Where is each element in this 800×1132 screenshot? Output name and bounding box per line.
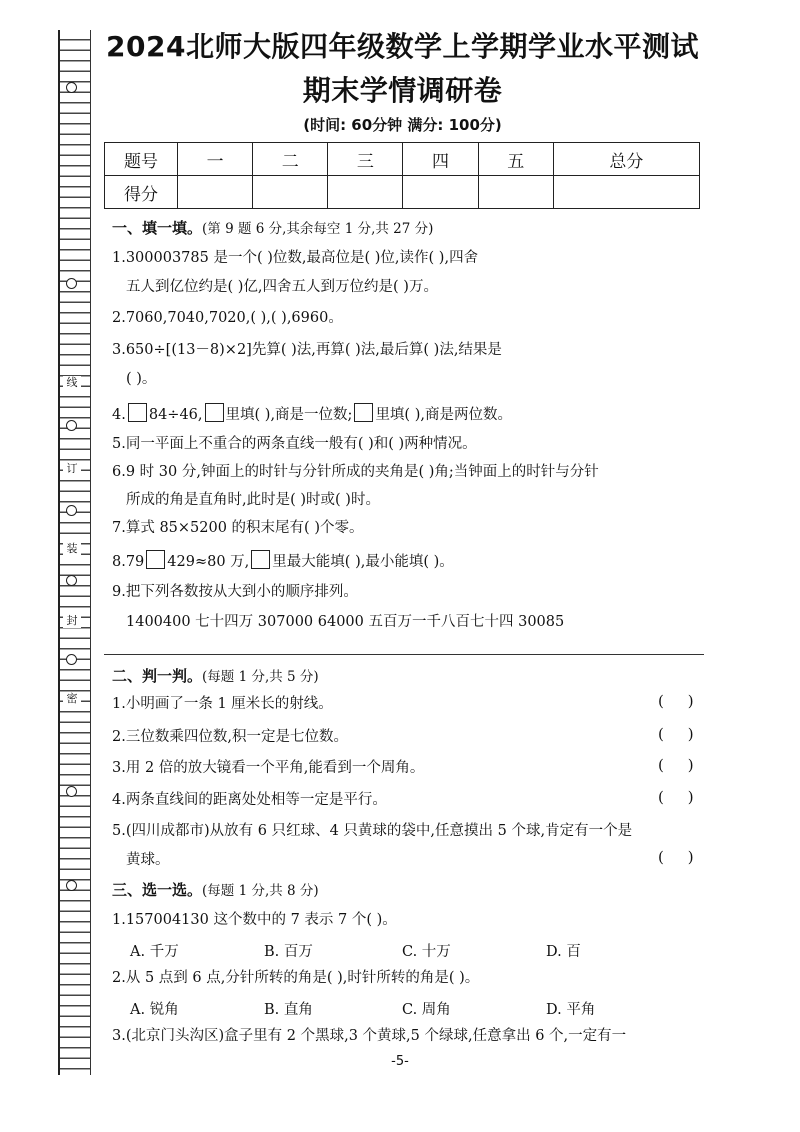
judge-item: 1.小明画了一条 1 厘米长的射线。 bbox=[112, 696, 333, 712]
binding-hole bbox=[66, 880, 77, 891]
question-1-line1: 1.300003785 是一个( )位数,最高位是( )位,读作( ),四舍 bbox=[112, 250, 479, 266]
section1-title: 一、填一填。 bbox=[112, 219, 203, 237]
score-input-cell[interactable] bbox=[553, 176, 699, 209]
judge-item: 3.用 2 倍的放大镜看一个平角,能看到一个周角。 bbox=[112, 760, 425, 776]
binding-label: 订 bbox=[63, 462, 81, 476]
binding-label: 装 bbox=[63, 542, 81, 556]
question-8-expression: 429≈80 万, bbox=[167, 554, 250, 570]
question-2: 2.7060,7040,7020,( ),( ),6960。 bbox=[112, 310, 343, 326]
question-4-number: 4. bbox=[112, 407, 126, 423]
choice-option[interactable]: D. 百 bbox=[546, 944, 581, 960]
choice-option[interactable]: C. 周角 bbox=[402, 1002, 451, 1018]
score-table-cell: 四 bbox=[403, 143, 478, 176]
score-table-cell: 五 bbox=[478, 143, 553, 176]
score-table-cell: 总分 bbox=[553, 143, 699, 176]
question-4-expression: 84÷46, bbox=[148, 407, 203, 423]
choice-question-2: 2.从 5 点到 6 点,分针所转的角是( ),时针所转的角是( )。 bbox=[112, 970, 480, 986]
question-6-line2: 所成的角是直角时,此时是( )时或( )时。 bbox=[126, 492, 380, 508]
score-input-cell[interactable] bbox=[253, 176, 328, 209]
score-input-cell[interactable] bbox=[403, 176, 478, 209]
question-8-text: 里最大能填( ),最小能填( )。 bbox=[272, 554, 454, 570]
choice-question-1: 1.157004130 这个数中的 7 表示 7 个( )。 bbox=[112, 912, 397, 928]
binding-hole bbox=[66, 278, 77, 289]
section1-heading bbox=[112, 218, 433, 239]
score-table-cell: 题号 bbox=[105, 143, 178, 176]
question-7: 7.算式 85×5200 的积末尾有( )个零。 bbox=[112, 520, 364, 536]
section2-heading bbox=[112, 666, 319, 687]
score-table-cell: 三 bbox=[328, 143, 403, 176]
choice-option[interactable]: B. 百万 bbox=[264, 944, 313, 960]
fill-box[interactable] bbox=[251, 550, 270, 569]
judge-item: 5.(四川成都市)从放有 6 只红球、4 只黄球的袋中,任意摸出 5 个球,肯定有一个是 bbox=[112, 823, 633, 839]
question-1-line2: 五人到亿位约是( )亿,四舍五人到万位约是( )万。 bbox=[126, 279, 438, 295]
question-6-line1: 6.9 时 30 分,钟面上的时针与分针所成的夹角是( )角;当钟面上的时针与分针 bbox=[112, 464, 599, 480]
score-input-cell[interactable] bbox=[178, 176, 253, 209]
question-9: 9.把下列各数按从大到小的顺序排列。 bbox=[112, 584, 358, 600]
fill-box[interactable] bbox=[146, 550, 165, 569]
answer-paren[interactable]: ( ) bbox=[658, 756, 694, 774]
binding-label: 密 bbox=[63, 692, 81, 706]
score-input-cell[interactable] bbox=[478, 176, 553, 209]
fill-box[interactable] bbox=[128, 403, 147, 422]
section1-note: (第 9 题 6 分,其余每空 1 分,共 27 分) bbox=[202, 221, 434, 237]
choice-question-3: 3.(北京门头沟区)盒子里有 2 个黑球,3 个黄球,5 个绿球,任意拿出 6 个,一定有一 bbox=[112, 1028, 627, 1044]
page-number: -5- bbox=[391, 1054, 409, 1069]
question-3-line1: 3.650÷[(13－8)×2]先算( )法,再算( )法,最后算( )法,结果是 bbox=[112, 342, 502, 358]
answer-paren[interactable]: ( ) bbox=[658, 788, 694, 806]
section3-heading bbox=[112, 880, 319, 901]
score-table-cell: 得分 bbox=[105, 176, 178, 209]
binding-hole bbox=[66, 82, 77, 93]
section-divider bbox=[104, 654, 704, 655]
score-table-cell: 二 bbox=[253, 143, 328, 176]
answer-paren[interactable]: ( ) bbox=[658, 725, 694, 743]
binding-hole bbox=[66, 505, 77, 516]
binding-hole bbox=[66, 575, 77, 586]
fill-box[interactable] bbox=[354, 403, 373, 422]
section3-title: 三、选一选。 bbox=[112, 881, 203, 899]
binding-label: 线 bbox=[63, 376, 81, 390]
binding-label: 封 bbox=[63, 614, 81, 628]
score-table bbox=[104, 142, 700, 209]
question-3-line2: ( )。 bbox=[126, 371, 157, 387]
choice-option[interactable]: D. 平角 bbox=[546, 1002, 596, 1018]
choice-option[interactable]: B. 直角 bbox=[264, 1002, 313, 1018]
fill-box[interactable] bbox=[205, 403, 224, 422]
judge-item: 2.三位数乘四位数,积一定是七位数。 bbox=[112, 729, 348, 745]
question-8 bbox=[112, 550, 454, 572]
question-9-numbers: 1400400 七十四万 307000 64000 五百万一千八百七十四 30085 bbox=[126, 614, 565, 630]
answer-paren[interactable]: ( ) bbox=[658, 692, 694, 710]
question-8-number: 8.79 bbox=[112, 554, 145, 570]
score-table-cell: 一 bbox=[178, 143, 253, 176]
choice-option[interactable]: A. 锐角 bbox=[130, 1002, 179, 1018]
judge-item: 4.两条直线间的距离处处相等一定是平行。 bbox=[112, 792, 387, 808]
choice-option[interactable]: A. 千万 bbox=[130, 944, 179, 960]
binding-hole bbox=[66, 786, 77, 797]
question-4 bbox=[112, 403, 512, 425]
answer-paren[interactable]: ( ) bbox=[658, 848, 694, 866]
exam-title-line2: 期末学情调研卷 bbox=[302, 74, 503, 107]
score-input-cell[interactable] bbox=[328, 176, 403, 209]
binding-hole bbox=[66, 420, 77, 431]
judge-item-5-line2: 黄球。 bbox=[126, 852, 170, 868]
score-table-score-row bbox=[105, 176, 700, 209]
exam-title-line1: 2024北师大版四年级数学上学期学业水平测试 bbox=[106, 30, 699, 63]
score-table-header-row bbox=[105, 143, 700, 176]
binding-hole bbox=[66, 654, 77, 665]
section2-title: 二、判一判。 bbox=[112, 667, 203, 685]
question-5: 5.同一平面上不重合的两条直线一般有( )和( )两种情况。 bbox=[112, 436, 477, 452]
section2-note: (每题 1 分,共 5 分) bbox=[202, 669, 319, 685]
choice-option[interactable]: C. 十万 bbox=[402, 944, 451, 960]
question-4-part2: 里填( ),商是两位数。 bbox=[375, 407, 512, 423]
exam-subtitle: (时间: 60分钟 满分: 100分) bbox=[303, 116, 502, 134]
section3-note: (每题 1 分,共 8 分) bbox=[202, 883, 319, 899]
question-4-part1: 里填( ),商是一位数; bbox=[225, 407, 353, 423]
